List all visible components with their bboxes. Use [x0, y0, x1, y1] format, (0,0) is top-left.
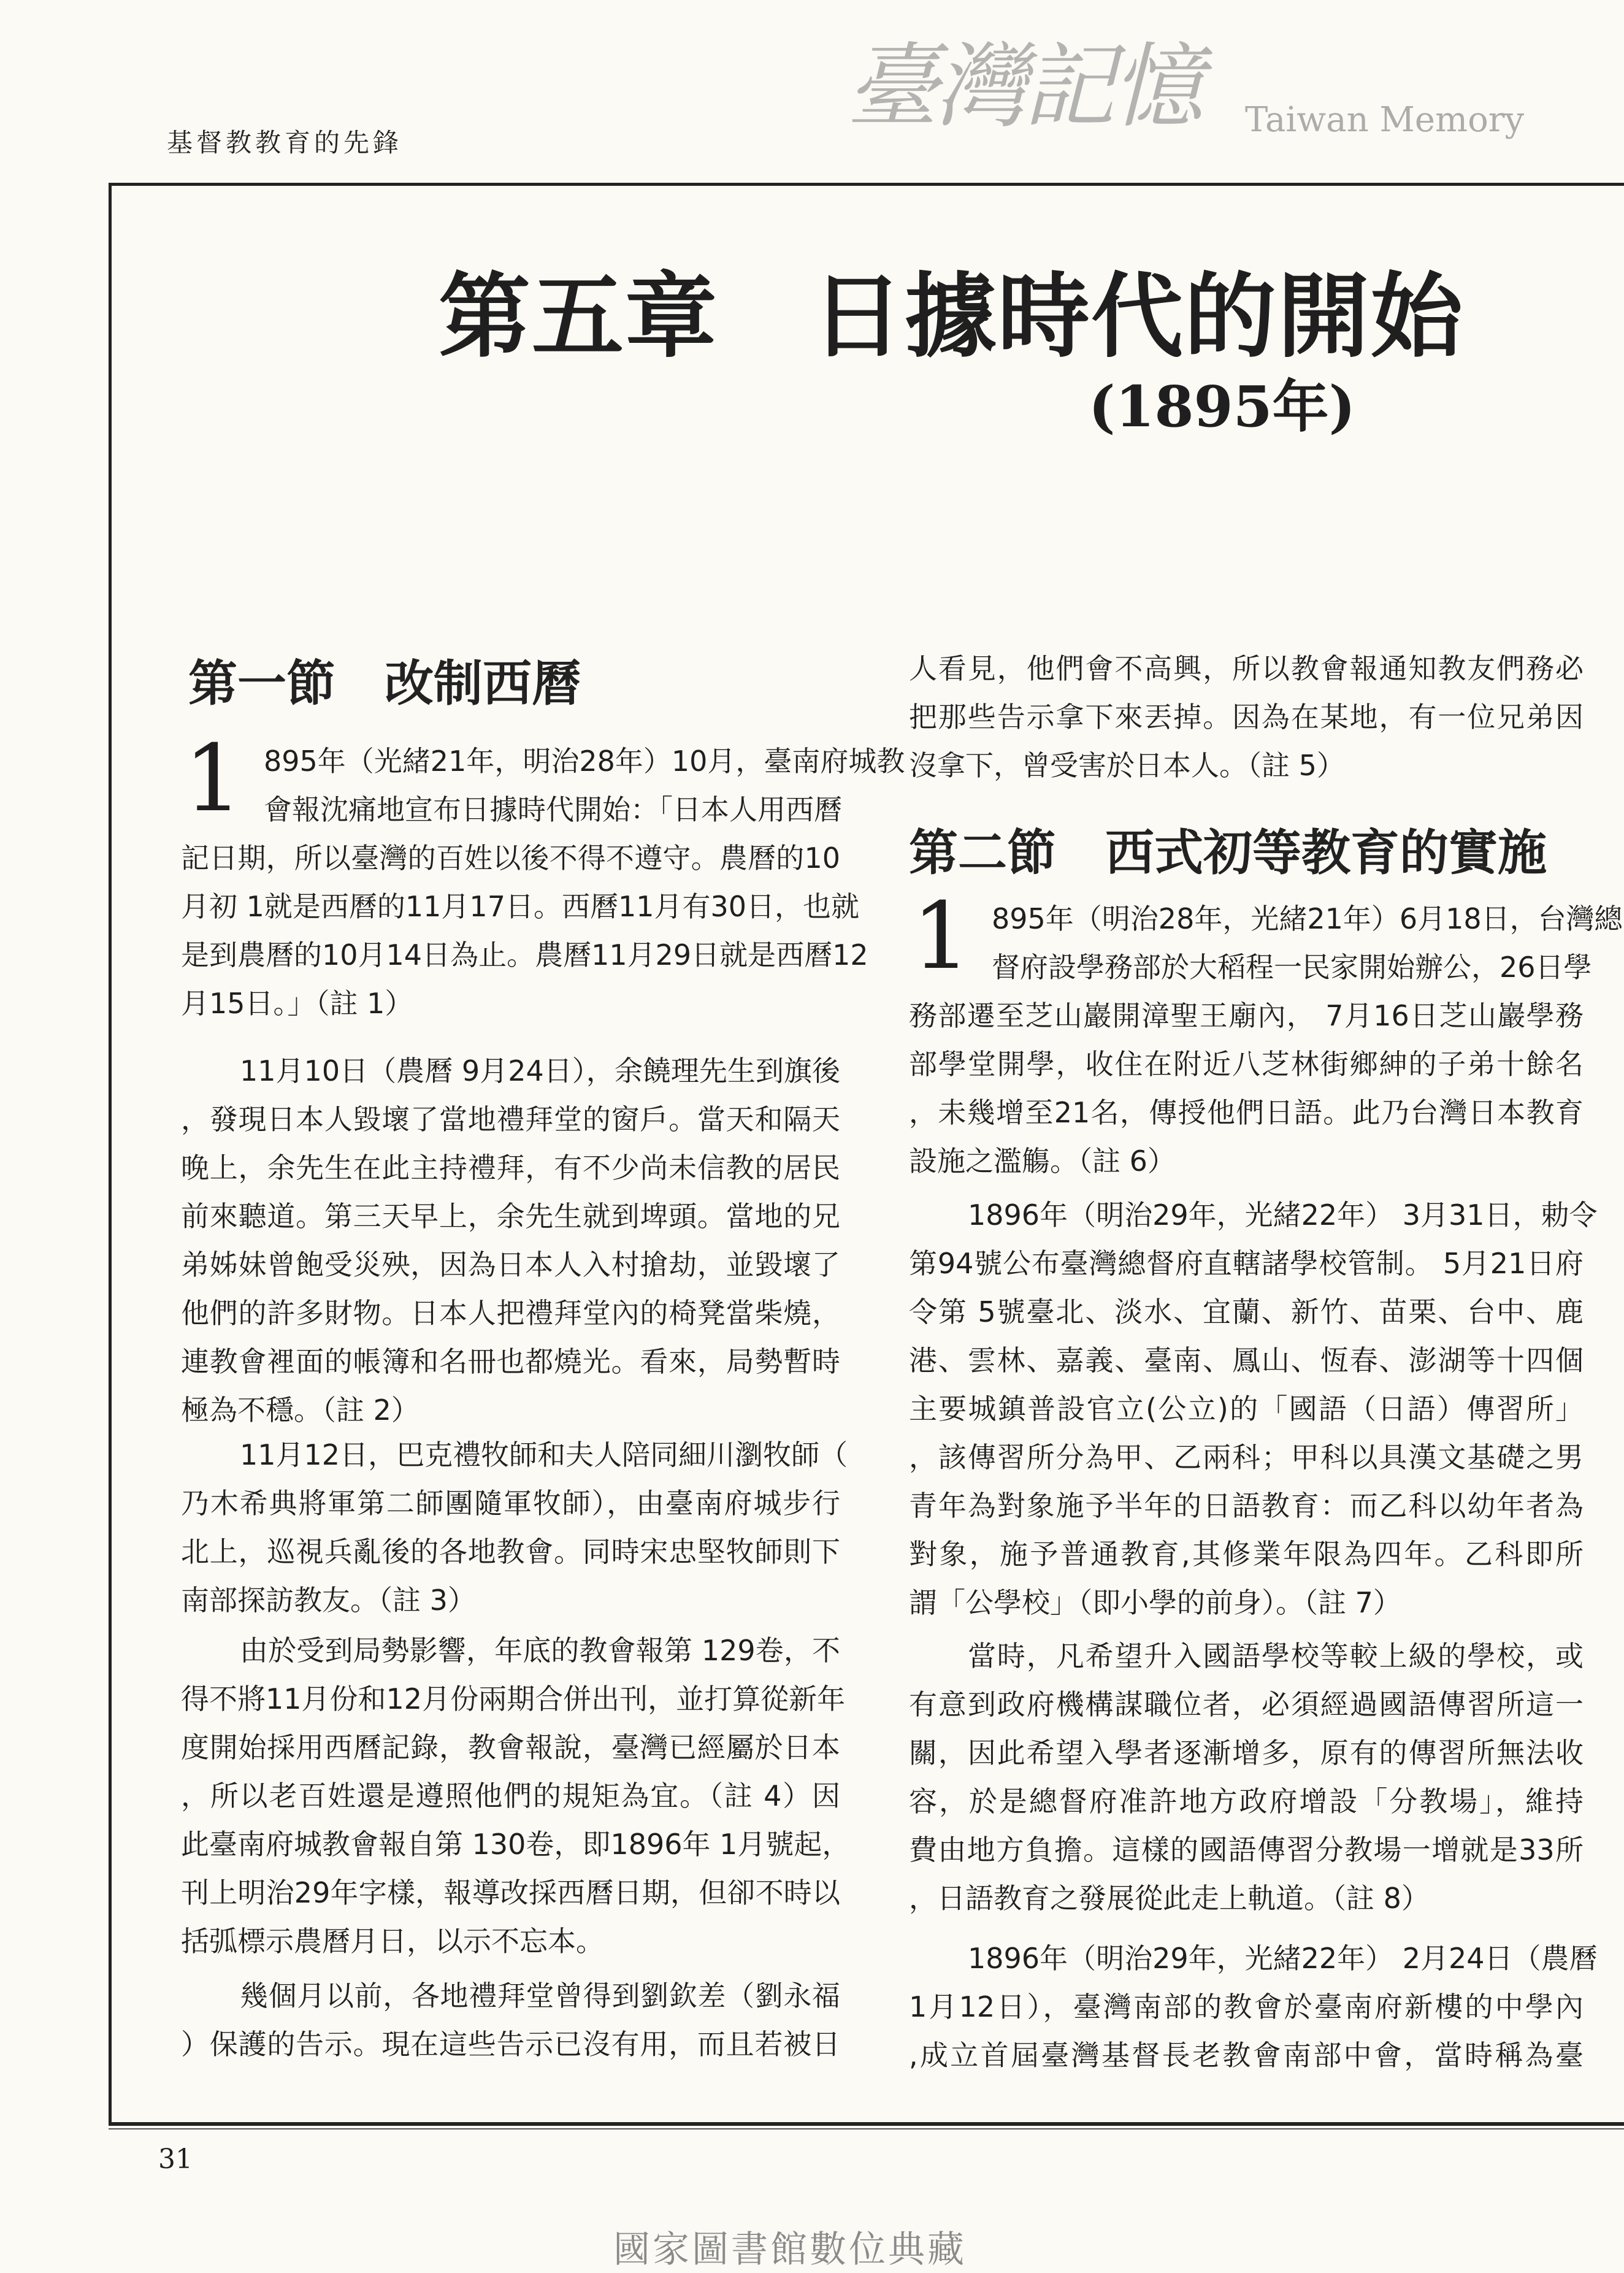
text-line: 前來聽道。第三天早上，余先生就到埤頭。當地的兄 [181, 1200, 840, 1233]
text-line: 11月12日，巴克禮牧師和夫人陪同細川瀏牧師（ [240, 1438, 848, 1471]
chapter-year: (1895年) [1089, 374, 1356, 440]
paragraph [909, 645, 1584, 790]
paragraph [181, 1627, 851, 1966]
text-line: 關，因此希望入學者逐漸增多，原有的傳習所無法收 [909, 1736, 1584, 1769]
paragraph [909, 1632, 1584, 1923]
paragraph [181, 737, 905, 1028]
text-line: 1896年（明治29年，光緒22年） 2月24日（農曆 [968, 1942, 1598, 1975]
text-line: 極為不穩。（註 2） [181, 1393, 419, 1427]
text-line: ，該傳習所分為甲、乙兩科；甲科以具漢文基礎之男 [909, 1441, 1584, 1474]
footer-credit: 國家圖書館數位典藏 [613, 2228, 967, 2271]
text-line: 青年為對象施予半年的日語教育：而乙科以幼年者為 [909, 1489, 1584, 1522]
text-line: 第94號公布臺灣總督府直轄諸學校管制。 5月21日府 [909, 1247, 1584, 1280]
text-line: 對象，施予普通教育,其修業年限為四年。乙科即所 [909, 1538, 1584, 1571]
frame-top-rule [109, 183, 1624, 186]
text-line: 人看見，他們會不高興，所以教會報通知教友們務必 [909, 652, 1584, 685]
chapter-title: 第五章 日據時代的開始 [439, 263, 1465, 370]
watermark-logo-english: Taiwan Memory [1245, 100, 1525, 140]
text-line: ，所以老百姓還是遵照他們的規矩為宜。（註 4）因 [181, 1779, 840, 1812]
text-line: 由於受到局勢影響，年底的教會報第 129卷，不 [240, 1634, 840, 1667]
text-line: ，日語教育之發展從此走上軌道。（註 8） [909, 1882, 1430, 1915]
section-title-1: 第一節 改制西曆 [188, 655, 581, 712]
watermark-logo: 臺灣記憶 [846, 34, 1200, 140]
text-line: 括弧標示農曆月日，以示不忘本。 [181, 1925, 604, 1958]
text-line: 1月12日），臺灣南部的教會於臺南府新樓的中學內 [909, 1990, 1584, 2023]
drop-cap: 1 [912, 883, 971, 990]
text-line: 1896年（明治29年，光緒22年） 3月31日，勅令 [968, 1198, 1598, 1232]
text-line: 謂「公學校」（即小學的前身）。（註 7） [909, 1586, 1401, 1619]
text-line: 幾個月以前，各地禮拜堂曾得到劉欽差（劉永福 [240, 1979, 840, 2012]
text-line: 容，於是總督府准許地方政府增設「分教場」，維持 [909, 1785, 1584, 1818]
frame-bottom-rule [109, 2122, 1624, 2126]
paragraph [181, 1431, 848, 1625]
text-line: 把那些告示拿下來丟掉。因為在某地，有一位兄弟因 [909, 700, 1584, 734]
text-line: 晚上，余先生在此主持禮拜，有不少尚未信教的居民 [181, 1151, 840, 1184]
text-line: 費由地方負擔。這樣的國語傳習分教場一增就是33所 [909, 1833, 1584, 1866]
text-line: 當時，凡希望升入國語學校等較上級的學校，或 [968, 1639, 1584, 1673]
text-line: ，發現日本人毀壞了當地禮拜堂的窗戶。當天和隔天 [181, 1103, 840, 1136]
paragraph [181, 1047, 840, 1435]
text-line: 部學堂開學，收住在附近八芝林街鄉紳的子弟十餘名 [909, 1048, 1584, 1081]
text-line: 會報沈痛地宣布日據時代開始：「日本人用西曆 [264, 793, 842, 826]
text-line: ）保護的告示。現在這些告示已沒有用，而且若被日 [181, 2028, 840, 2061]
text-line: 有意到政府機構謀職位者，必須經過國語傳習所這一 [909, 1688, 1584, 1721]
text-line: 務部遷至芝山巖開漳聖王廟內， 7月16日芝山巖學務 [909, 999, 1584, 1032]
text-line: 度開始採用西曆記錄，教會報說，臺灣已經屬於日本 [181, 1731, 840, 1764]
text-line: 他們的許多財物。日本人把禮拜堂內的椅凳當柴燒， [181, 1297, 840, 1330]
paragraph [181, 1972, 840, 2069]
text-line: 北上，巡視兵亂後的各地教會。同時宋忠堅牧師則下 [181, 1535, 840, 1568]
text-line: 乃木希典將軍第二師團隨軍牧師），由臺南府城步行 [181, 1487, 840, 1520]
text-line: 南部探訪教友。（註 3） [181, 1584, 476, 1617]
text-line: 895年（明治28年，光緒21年）6月18日，台灣總 [992, 902, 1623, 935]
text-line: 主要城鎮普設官立(公立)的「國語（日語）傳習所」 [909, 1392, 1584, 1425]
text-line: ,成立首屆臺灣基督長老教會南部中會，當時稱為臺 [909, 2039, 1584, 2072]
running-head: 基督教教育的先鋒 [167, 128, 403, 158]
drop-cap: 1 [184, 726, 243, 832]
text-line: 沒拿下，曾受害於日本人。（註 5） [909, 749, 1345, 782]
text-line: 刊上明治29年字樣，報導改採西曆日期，但卻不時以 [181, 1876, 840, 1909]
text-line: 11月10日（農曆 9月24日），余饒理先生到旗後 [240, 1054, 840, 1087]
text-line: 港、雲林、嘉義、臺南、鳳山、恆春、澎湖等十四個 [909, 1344, 1584, 1377]
text-line: 是到農曆的10月14日為止。農曆11月29日就是西曆12 [181, 938, 868, 972]
text-line: 令第 5號臺北、淡水、宜蘭、新竹、苗栗、台中、鹿 [909, 1295, 1584, 1328]
text-line: 設施之濫觴。（註 6） [909, 1144, 1176, 1178]
paragraph [909, 1191, 1598, 1627]
text-line: 月初 1就是西曆的11月17日。西曆11月有30日，也就 [181, 890, 860, 923]
frame-bottom-rule-thin [109, 2128, 1624, 2129]
text-line: 此臺南府城教會報自第 130卷，即1896年 1月號起， [181, 1828, 851, 1861]
paragraph [909, 1934, 1598, 2080]
text-line: 895年（光緒21年，明治28年）10月，臺南府城教 [264, 745, 905, 778]
text-line: 弟姊妹曾飽受災殃，因為日本人入村搶劫，並毀壞了 [181, 1248, 840, 1281]
frame-left-rule [109, 183, 112, 2126]
text-line: 得不將11月份和12月份兩期合併出刊，並打算從新年 [181, 1682, 846, 1715]
text-line: ，未幾增至21名，傳授他們日語。此乃台灣日本教育 [909, 1096, 1584, 1129]
section-title-2: 第二節 西式初等教育的實施 [909, 824, 1547, 881]
text-line: 連教會裡面的帳簿和名冊也都燒光。看來，局勢暫時 [181, 1345, 840, 1378]
paragraph [909, 895, 1623, 1186]
text-line: 月15日。」（註 1） [181, 987, 413, 1020]
page-number: 31 [158, 2144, 193, 2175]
text-line: 督府設學務部於大稻程一民家開始辦公，26日學 [992, 951, 1592, 984]
text-line: 記日期，所以臺灣的百姓以後不得不遵守。農曆的10 [181, 841, 840, 875]
